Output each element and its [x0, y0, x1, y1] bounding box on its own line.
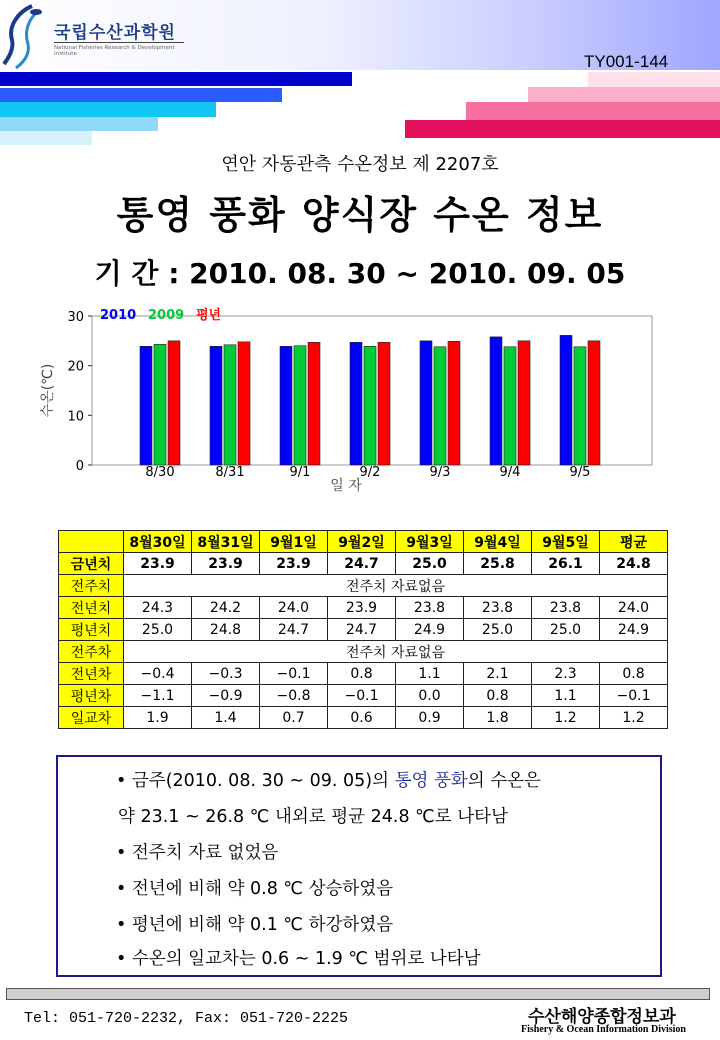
y-tick-label: 20 [67, 359, 84, 375]
bar-2009-9/4 [504, 347, 516, 465]
x-tick-label: 9/5 [569, 465, 591, 480]
table-cell: 24.7 [328, 619, 396, 641]
bar-평년-8/30 [168, 341, 180, 465]
table-cell: 1.1 [532, 685, 600, 707]
x-axis-label: 일 자 [330, 478, 362, 494]
table-cell: 24.0 [600, 597, 668, 619]
bar-2009-9/2 [364, 346, 376, 465]
temperature-table [58, 530, 668, 729]
temperature-bar-chart [40, 300, 660, 495]
merged-cell: 전주치 자료없음 [124, 575, 668, 597]
table-cell: 1.1 [396, 663, 464, 685]
table-cell: 24.2 [192, 597, 260, 619]
table-cell: 23.9 [124, 553, 192, 575]
y-tick-label: 10 [67, 409, 84, 425]
table-row [59, 685, 668, 707]
x-tick-label: 9/4 [499, 465, 521, 480]
bar-2010-9/2 [350, 342, 362, 465]
table-cell: 23.9 [328, 597, 396, 619]
stripe-paleblue [0, 131, 92, 145]
table-cell: 23.8 [532, 597, 600, 619]
column-header: 9월3일 [396, 531, 464, 553]
org-name: 국립수산과학원 [54, 23, 176, 43]
row-header: 전주차 [59, 641, 124, 663]
table-cell: 0.8 [464, 685, 532, 707]
fish-logo-icon [2, 2, 50, 72]
stripe-lightpink [528, 87, 720, 102]
table-cell: 0.9 [396, 707, 464, 729]
stripe-navy [0, 72, 352, 86]
report-number: 연안 자동관측 수온정보 제 2207호 [221, 154, 499, 175]
bar-2009-8/31 [224, 345, 236, 465]
merged-cell: 전주치 자료없음 [124, 641, 668, 663]
division-name: 수산해양종합정보과 [528, 1007, 676, 1027]
summary-line-4: • 전년에 비해 약 0.8 ℃ 상승하였음 [116, 879, 394, 899]
table-cell: −1.1 [124, 685, 192, 707]
report-period: 기 간 : 2010. 08. 30 ~ 2010. 09. 05 [94, 257, 626, 290]
x-tick-label: 8/31 [215, 465, 245, 480]
bar-평년-9/3 [448, 341, 460, 465]
bar-2010-9/3 [420, 341, 432, 465]
column-header: 8월30일 [124, 531, 192, 553]
row-header: 금년치 [59, 553, 124, 575]
table-cell: 25.0 [532, 619, 600, 641]
org-subtitle: National Fisheries Research & Development Institute [54, 42, 184, 57]
table-cell: 0.6 [328, 707, 396, 729]
table-cell: 23.8 [464, 597, 532, 619]
table-cell: 24.8 [600, 553, 668, 575]
table-cell: 24.7 [260, 619, 328, 641]
bar-2010-9/1 [280, 346, 292, 465]
table-row [59, 619, 668, 641]
table-cell: 24.8 [192, 619, 260, 641]
stripe-palepink [588, 72, 720, 87]
table-cell: 26.1 [532, 553, 600, 575]
table-row [59, 641, 668, 663]
table-cell: 1.8 [464, 707, 532, 729]
y-tick-label: 0 [75, 459, 84, 474]
row-header: 전년차 [59, 663, 124, 685]
legend-평년: 평년 [196, 308, 222, 323]
table-cell: 1.2 [532, 707, 600, 729]
table-cell: 23.9 [260, 553, 328, 575]
table-cell: −0.1 [600, 685, 668, 707]
row-header: 전주치 [59, 575, 124, 597]
row-header: 전년치 [59, 597, 124, 619]
contact-info: Tel: 051-720-2232, Fax: 051-720-2225 [24, 1010, 349, 1027]
table-cell: −0.4 [124, 663, 192, 685]
table-cell: 24.9 [600, 619, 668, 641]
column-header: 9월2일 [328, 531, 396, 553]
table-cell: 0.8 [600, 663, 668, 685]
table-cell: 25.0 [396, 553, 464, 575]
stripe-blue [0, 88, 282, 102]
bar-평년-9/4 [518, 341, 530, 465]
column-header: 9월4일 [464, 531, 532, 553]
table-cell: 25.0 [124, 619, 192, 641]
bar-평년-9/5 [588, 341, 600, 465]
table-corner [59, 531, 124, 553]
bar-2010-8/30 [140, 346, 152, 465]
table-cell: 24.7 [328, 553, 396, 575]
column-header: 평균 [600, 531, 668, 553]
y-tick-label: 30 [67, 310, 84, 325]
bar-2009-9/1 [294, 346, 306, 465]
table-cell: 23.9 [192, 553, 260, 575]
table-cell: 2.3 [532, 663, 600, 685]
table-cell: 23.8 [396, 597, 464, 619]
table-header-row [59, 531, 668, 553]
table-cell: 24.0 [260, 597, 328, 619]
page-title: 통영 풍화 양식장 수온 정보 [116, 193, 604, 237]
table-row [59, 575, 668, 597]
row-header: 평년치 [59, 619, 124, 641]
table-cell: 2.1 [464, 663, 532, 685]
row-header: 일교차 [59, 707, 124, 729]
table-cell: 24.3 [124, 597, 192, 619]
table-cell: 0.8 [328, 663, 396, 685]
bar-2010-9/4 [490, 337, 502, 465]
x-tick-label: 9/3 [429, 465, 451, 480]
table-row [59, 553, 668, 575]
table-cell: 24.9 [396, 619, 464, 641]
table-cell: 25.8 [464, 553, 532, 575]
column-header: 9월5일 [532, 531, 600, 553]
x-tick-label: 9/1 [289, 465, 311, 480]
y-axis-label: 수온(℃) [40, 363, 56, 418]
footer-divider [6, 988, 710, 1000]
column-header: 8월31일 [192, 531, 260, 553]
legend-2010: 2010 [100, 308, 137, 323]
bar-2009-9/5 [574, 347, 586, 465]
table-cell: 0.7 [260, 707, 328, 729]
bar-2010-8/31 [210, 346, 222, 465]
table-cell: −0.1 [328, 685, 396, 707]
document-code: TY001-144 [584, 52, 669, 71]
table-row [59, 663, 668, 685]
legend-2009: 2009 [148, 308, 185, 323]
row-header: 평년차 [59, 685, 124, 707]
table-row [59, 597, 668, 619]
summary-box [56, 755, 662, 977]
summary-line-3: • 전주치 자료 없었음 [116, 843, 279, 863]
summary-line-1: • 금주(2010. 08. 30 ~ 09. 05)의 통영 풍화의 수온은 [116, 771, 541, 791]
bar-2009-9/3 [434, 347, 446, 465]
table-cell: 1.4 [192, 707, 260, 729]
x-tick-label: 8/30 [145, 465, 175, 480]
bar-2010-9/5 [560, 335, 572, 465]
bar-평년-9/1 [308, 342, 320, 465]
bar-평년-8/31 [238, 342, 250, 465]
summary-line-6: • 수온의 일교차는 0.6 ~ 1.9 ℃ 범위로 나타남 [116, 949, 481, 969]
x-tick-label: 9/2 [359, 465, 381, 480]
stripe-pink [466, 102, 720, 120]
bar-2009-8/30 [154, 344, 166, 465]
table-cell: 1.2 [600, 707, 668, 729]
table-cell: −0.9 [192, 685, 260, 707]
table-cell: 25.0 [464, 619, 532, 641]
table-row [59, 707, 668, 729]
stripe-lightblue [0, 117, 158, 131]
table-cell: −0.3 [192, 663, 260, 685]
division-name-en: Fishery & Ocean Information Division [521, 1024, 686, 1035]
table-cell: −0.8 [260, 685, 328, 707]
stripe-magenta [405, 120, 720, 138]
stripe-cyan [0, 102, 216, 117]
table-cell: 1.9 [124, 707, 192, 729]
column-header: 9월1일 [260, 531, 328, 553]
summary-line-2: 약 23.1 ~ 26.8 ℃ 내외로 평균 24.8 ℃로 나타남 [118, 807, 508, 827]
bar-평년-9/2 [378, 342, 390, 465]
summary-line-5: • 평년에 비해 약 0.1 ℃ 하강하였음 [116, 915, 394, 935]
table-cell: −0.1 [260, 663, 328, 685]
table-cell: 0.0 [396, 685, 464, 707]
location-highlight: 통영 풍화 [394, 771, 468, 791]
